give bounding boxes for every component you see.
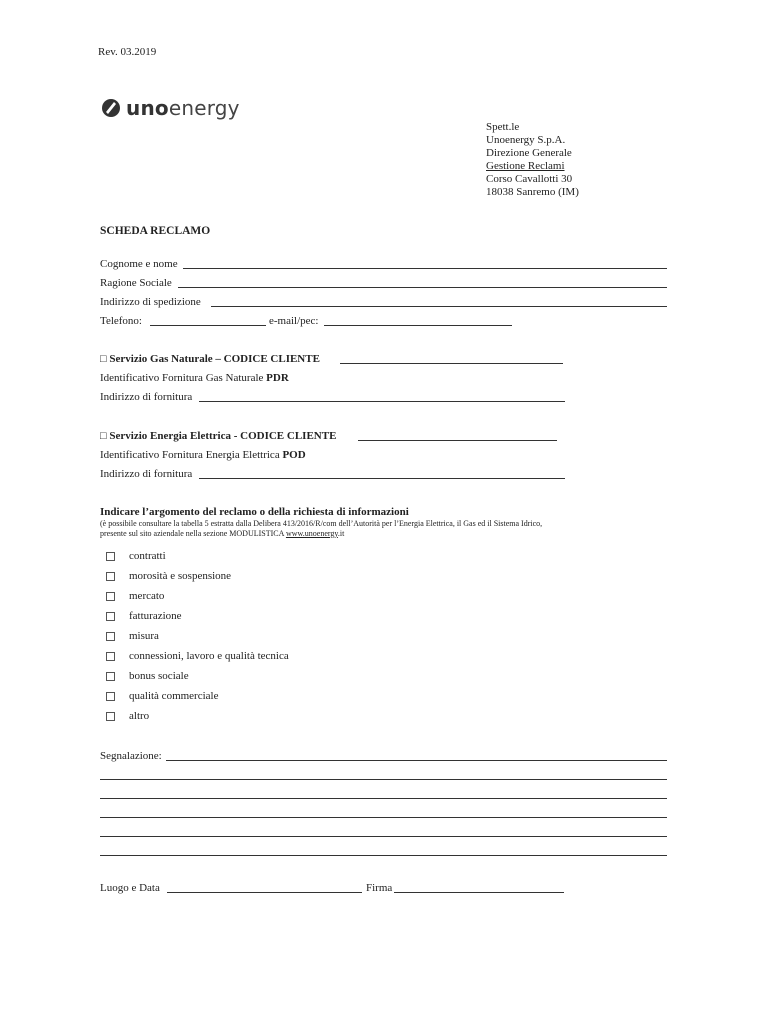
topic-morosita[interactable] bbox=[106, 570, 231, 582]
company-logo bbox=[100, 96, 240, 120]
cognome-input-line[interactable] bbox=[183, 268, 667, 269]
pdr-label: PDR bbox=[266, 372, 289, 384]
luogo-data-label: Luogo e Data bbox=[100, 882, 160, 894]
topic-label: morosità e sospensione bbox=[129, 570, 232, 582]
energia-heading-text: □ Servizio Energia Elettrica - CODICE CLIENTE bbox=[100, 430, 337, 442]
revision-label: Rev. 03.2019 bbox=[98, 46, 157, 58]
argomento-note-2 bbox=[100, 529, 344, 539]
segnalazione-input-line[interactable] bbox=[100, 817, 667, 818]
topic-bonus-sociale[interactable] bbox=[106, 670, 189, 682]
segnalazione-input-line[interactable] bbox=[100, 836, 667, 837]
topic-altro[interactable] bbox=[106, 710, 149, 722]
email-input-line[interactable] bbox=[324, 325, 512, 326]
segnalazione-input-line[interactable] bbox=[100, 779, 667, 780]
segnalazione-input-line[interactable] bbox=[100, 798, 667, 799]
topic-label: mercato bbox=[129, 590, 165, 602]
gas-ident-label: Identificativo Fornitura Gas Naturale bbox=[100, 372, 264, 384]
field-label: Cognome e nome bbox=[100, 258, 178, 270]
energia-address-row bbox=[100, 467, 192, 481]
address-line: Corso Cavallotti 30 bbox=[486, 173, 573, 185]
topic-label: misura bbox=[129, 630, 159, 642]
topic-label: contratti bbox=[129, 550, 166, 562]
checkbox[interactable] bbox=[106, 592, 115, 601]
luogo-data-input-line[interactable] bbox=[167, 892, 362, 893]
topic-label: bonus sociale bbox=[129, 670, 189, 682]
segnalazione-input-line[interactable] bbox=[100, 855, 667, 856]
argomento-note-1: (è possibile consultare la tabella 5 estratta dalla Delibera 413/2016/R/com dell’Autorità per l’Energia Elettrica, il Gas ed il Sistema Idrico, bbox=[100, 519, 543, 528]
field-cognome bbox=[100, 257, 178, 271]
topic-label: qualità commerciale bbox=[129, 690, 219, 702]
energia-ident-label: Identificativo Fornitura Energia Elettrica bbox=[100, 449, 280, 461]
field-indirizzo bbox=[100, 295, 201, 309]
topic-qualita-commerciale[interactable] bbox=[106, 690, 218, 702]
telefono-input-line[interactable] bbox=[150, 325, 266, 326]
firma-input-line[interactable] bbox=[394, 892, 564, 893]
checkbox[interactable] bbox=[106, 552, 115, 561]
logo-mark-icon bbox=[100, 98, 122, 118]
topic-mercato[interactable] bbox=[106, 590, 164, 602]
address-line: Spett.le bbox=[486, 121, 520, 133]
segnalazione-input-line[interactable] bbox=[166, 760, 667, 761]
argomento-heading: Indicare l’argomento del reclamo o della richiesta di informazioni bbox=[100, 506, 409, 518]
field-ragione bbox=[100, 276, 172, 290]
field-label: Ragione Sociale bbox=[100, 277, 172, 289]
checkbox[interactable] bbox=[106, 692, 115, 701]
note-suffix: .it bbox=[337, 529, 345, 538]
segnalazione-row bbox=[100, 749, 162, 763]
indirizzo-input-line[interactable] bbox=[211, 306, 667, 307]
topic-misura[interactable] bbox=[106, 630, 159, 642]
checkbox[interactable] bbox=[106, 712, 115, 721]
logo-text-bold: uno bbox=[126, 96, 169, 120]
gas-codice-input-line[interactable] bbox=[340, 363, 563, 364]
field-label: Indirizzo di spedizione bbox=[100, 296, 201, 308]
topic-fatturazione[interactable] bbox=[106, 610, 182, 622]
recipient-address bbox=[486, 121, 579, 199]
segnalazione-label: Segnalazione: bbox=[100, 750, 162, 762]
energia-ident-row bbox=[100, 448, 306, 462]
firma-label: Firma bbox=[366, 882, 393, 894]
checkbox[interactable] bbox=[106, 612, 115, 621]
luogo-data-row bbox=[100, 881, 160, 895]
field-label: Telefono: bbox=[100, 315, 142, 327]
address-line: Direzione Generale bbox=[486, 147, 572, 159]
topic-connessioni[interactable] bbox=[106, 650, 289, 662]
logo-text-light: energy bbox=[168, 96, 240, 120]
address-line: Gestione Reclami bbox=[486, 160, 565, 172]
form-title: SCHEDA RECLAMO bbox=[100, 225, 211, 237]
gas-address-input-line[interactable] bbox=[199, 401, 565, 402]
topic-label: fatturazione bbox=[129, 610, 182, 622]
checkbox[interactable] bbox=[106, 632, 115, 641]
energia-address-label: Indirizzo di fornitura bbox=[100, 468, 193, 480]
gas-heading bbox=[100, 352, 320, 366]
energia-heading bbox=[100, 429, 336, 443]
field-telefono bbox=[100, 314, 142, 328]
email-label: e-mail/pec: bbox=[269, 315, 319, 327]
checkbox[interactable] bbox=[106, 672, 115, 681]
checkbox[interactable] bbox=[106, 652, 115, 661]
address-line: 18038 Sanremo (IM) bbox=[486, 186, 579, 198]
address-line: Unoenergy S.p.A. bbox=[486, 134, 566, 146]
gas-heading-text: □ Servizio Gas Naturale – CODICE CLIENTE bbox=[100, 353, 320, 365]
gas-ident-row bbox=[100, 371, 289, 385]
ragione-input-line[interactable] bbox=[178, 287, 667, 288]
checkbox[interactable] bbox=[106, 572, 115, 581]
gas-address-label: Indirizzo di fornitura bbox=[100, 391, 193, 403]
pod-label: POD bbox=[282, 449, 306, 461]
energia-codice-input-line[interactable] bbox=[358, 440, 557, 441]
energia-address-input-line[interactable] bbox=[199, 478, 565, 479]
website-link[interactable]: www.unoenergy bbox=[285, 529, 338, 538]
topic-contratti[interactable] bbox=[106, 550, 166, 562]
topic-label: altro bbox=[129, 710, 150, 722]
gas-address-row bbox=[100, 390, 192, 404]
note-prefix: presente sul sito aziendale nella sezione MODULISTICA bbox=[100, 529, 286, 538]
topic-label: connessioni, lavoro e qualità tecnica bbox=[129, 650, 289, 662]
